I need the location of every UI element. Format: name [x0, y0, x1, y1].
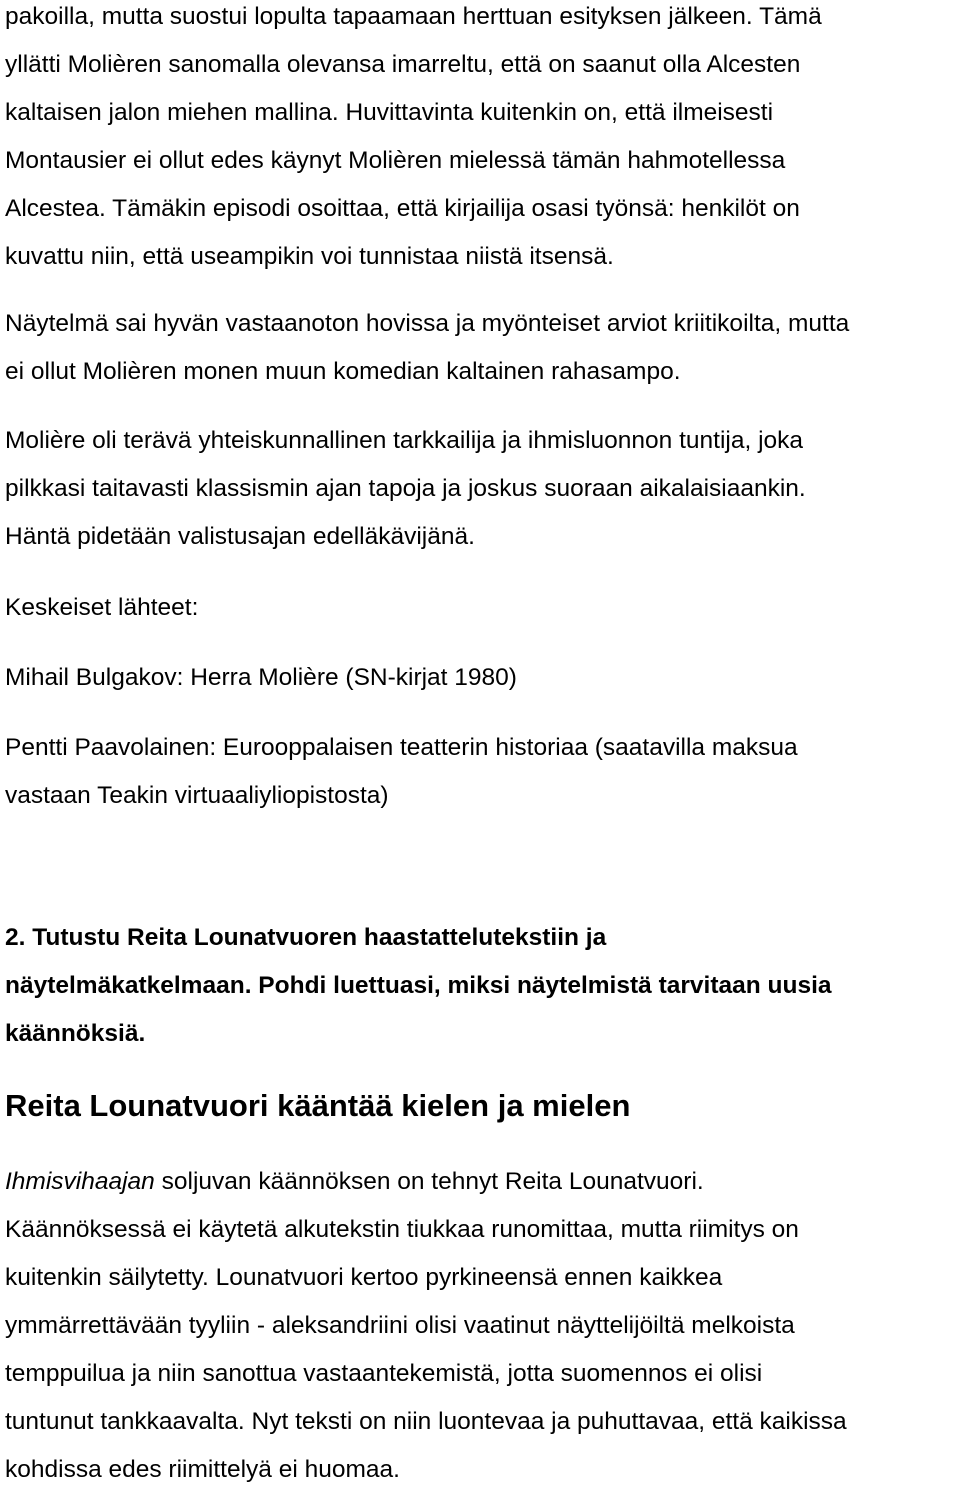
text-line: pilkkasi taitavasti klassismin ajan tapoja ja joskus suoraan aikalaisiaankin. — [5, 475, 806, 502]
text-line: 2. Tutustu Reita Lounatvuoren haastattelutekstiin ja — [5, 924, 607, 951]
text-line: tuntunut tankkaavalta. Nyt teksti on niin luontevaa ja puhuttavaa, että kaikissa — [5, 1408, 847, 1435]
text-line: ymmärrettävään tyyliin - aleksandriini olisi vaatinut näyttelijöiltä melkoista — [5, 1312, 795, 1339]
play-title: Ihmisvihaajan — [5, 1168, 155, 1195]
text-line: kohdissa edes riimittelyä ei huomaa. — [5, 1456, 400, 1483]
text-line: Käännöksessä ei käytetä alkutekstin tiukkaa runomittaa, mutta riimitys on — [5, 1216, 799, 1243]
text-line: ei ollut Molièren monen muun komedian kaltainen rahasampo. — [5, 358, 681, 385]
text-line: Häntä pidetään valistusajan edelläkävijänä. — [5, 523, 475, 550]
text-line: näytelmäkatkelmaan. Pohdi luettuasi, miksi näytelmistä tarvitaan uusia — [5, 972, 832, 999]
source-2 — [5, 724, 798, 820]
text-line: Näytelmä sai hyvän vastaanoton hovissa ja myönteiset arviot kriitikoilta, mutta — [5, 310, 850, 337]
text-line: Alcestea. Tämäkin episodi osoittaa, että kirjailija osasi työnsä: henkilöt on — [5, 195, 800, 222]
intro-text: soljuvan käännöksen on tehnyt Reita Lounatvuori. — [154, 1168, 704, 1195]
text-line — [5, 1158, 847, 1206]
text-line: Molière oli terävä yhteiskunnallinen tarkkailija ja ihmisluonnon tuntija, joka — [5, 427, 804, 454]
text-line: Montausier ei ollut edes käynyt Molièren mielessä tämän hahmotellessa — [5, 147, 786, 174]
text-line: kaltaisen jalon miehen mallina. Huvittavinta kuitenkin on, että ilmeisesti — [5, 99, 774, 126]
task-heading — [5, 914, 832, 1058]
text-line: pakoilla, mutta suostui lopulta tapaamaan herttuan esityksen jälkeen. Tämä — [5, 3, 822, 30]
text-line: vastaan Teakin virtuaaliyliopistosta) — [5, 782, 389, 809]
text-line: käännöksiä. — [5, 1020, 146, 1047]
text-line: yllätti Molièren sanomalla olevansa imarreltu, että on saanut olla Alcesten — [5, 51, 801, 78]
article-body — [5, 1158, 847, 1494]
text-line: temppuilua ja niin sanottua vastaantekemistä, jotta suomennos ei olisi — [5, 1360, 763, 1387]
text-line: kuvattu niin, että useampikin voi tunnistaa niistä itsensä. — [5, 243, 614, 270]
paragraph-3 — [5, 417, 806, 561]
paragraph-2 — [5, 300, 849, 396]
article-title: Reita Lounatvuori kääntää kielen ja mielen — [5, 1088, 631, 1123]
text-line: kuitenkin säilytetty. Lounatvuori kertoo pyrkineensä ennen kaikkea — [5, 1264, 723, 1291]
sources-heading: Keskeiset lähteet: — [5, 594, 199, 621]
source-1: Mihail Bulgakov: Herra Molière (SN-kirjat 1980) — [5, 664, 517, 691]
text-line: Pentti Paavolainen: Eurooppalaisen teatterin historiaa (saatavilla maksua — [5, 734, 798, 761]
paragraph-1 — [5, 0, 822, 281]
